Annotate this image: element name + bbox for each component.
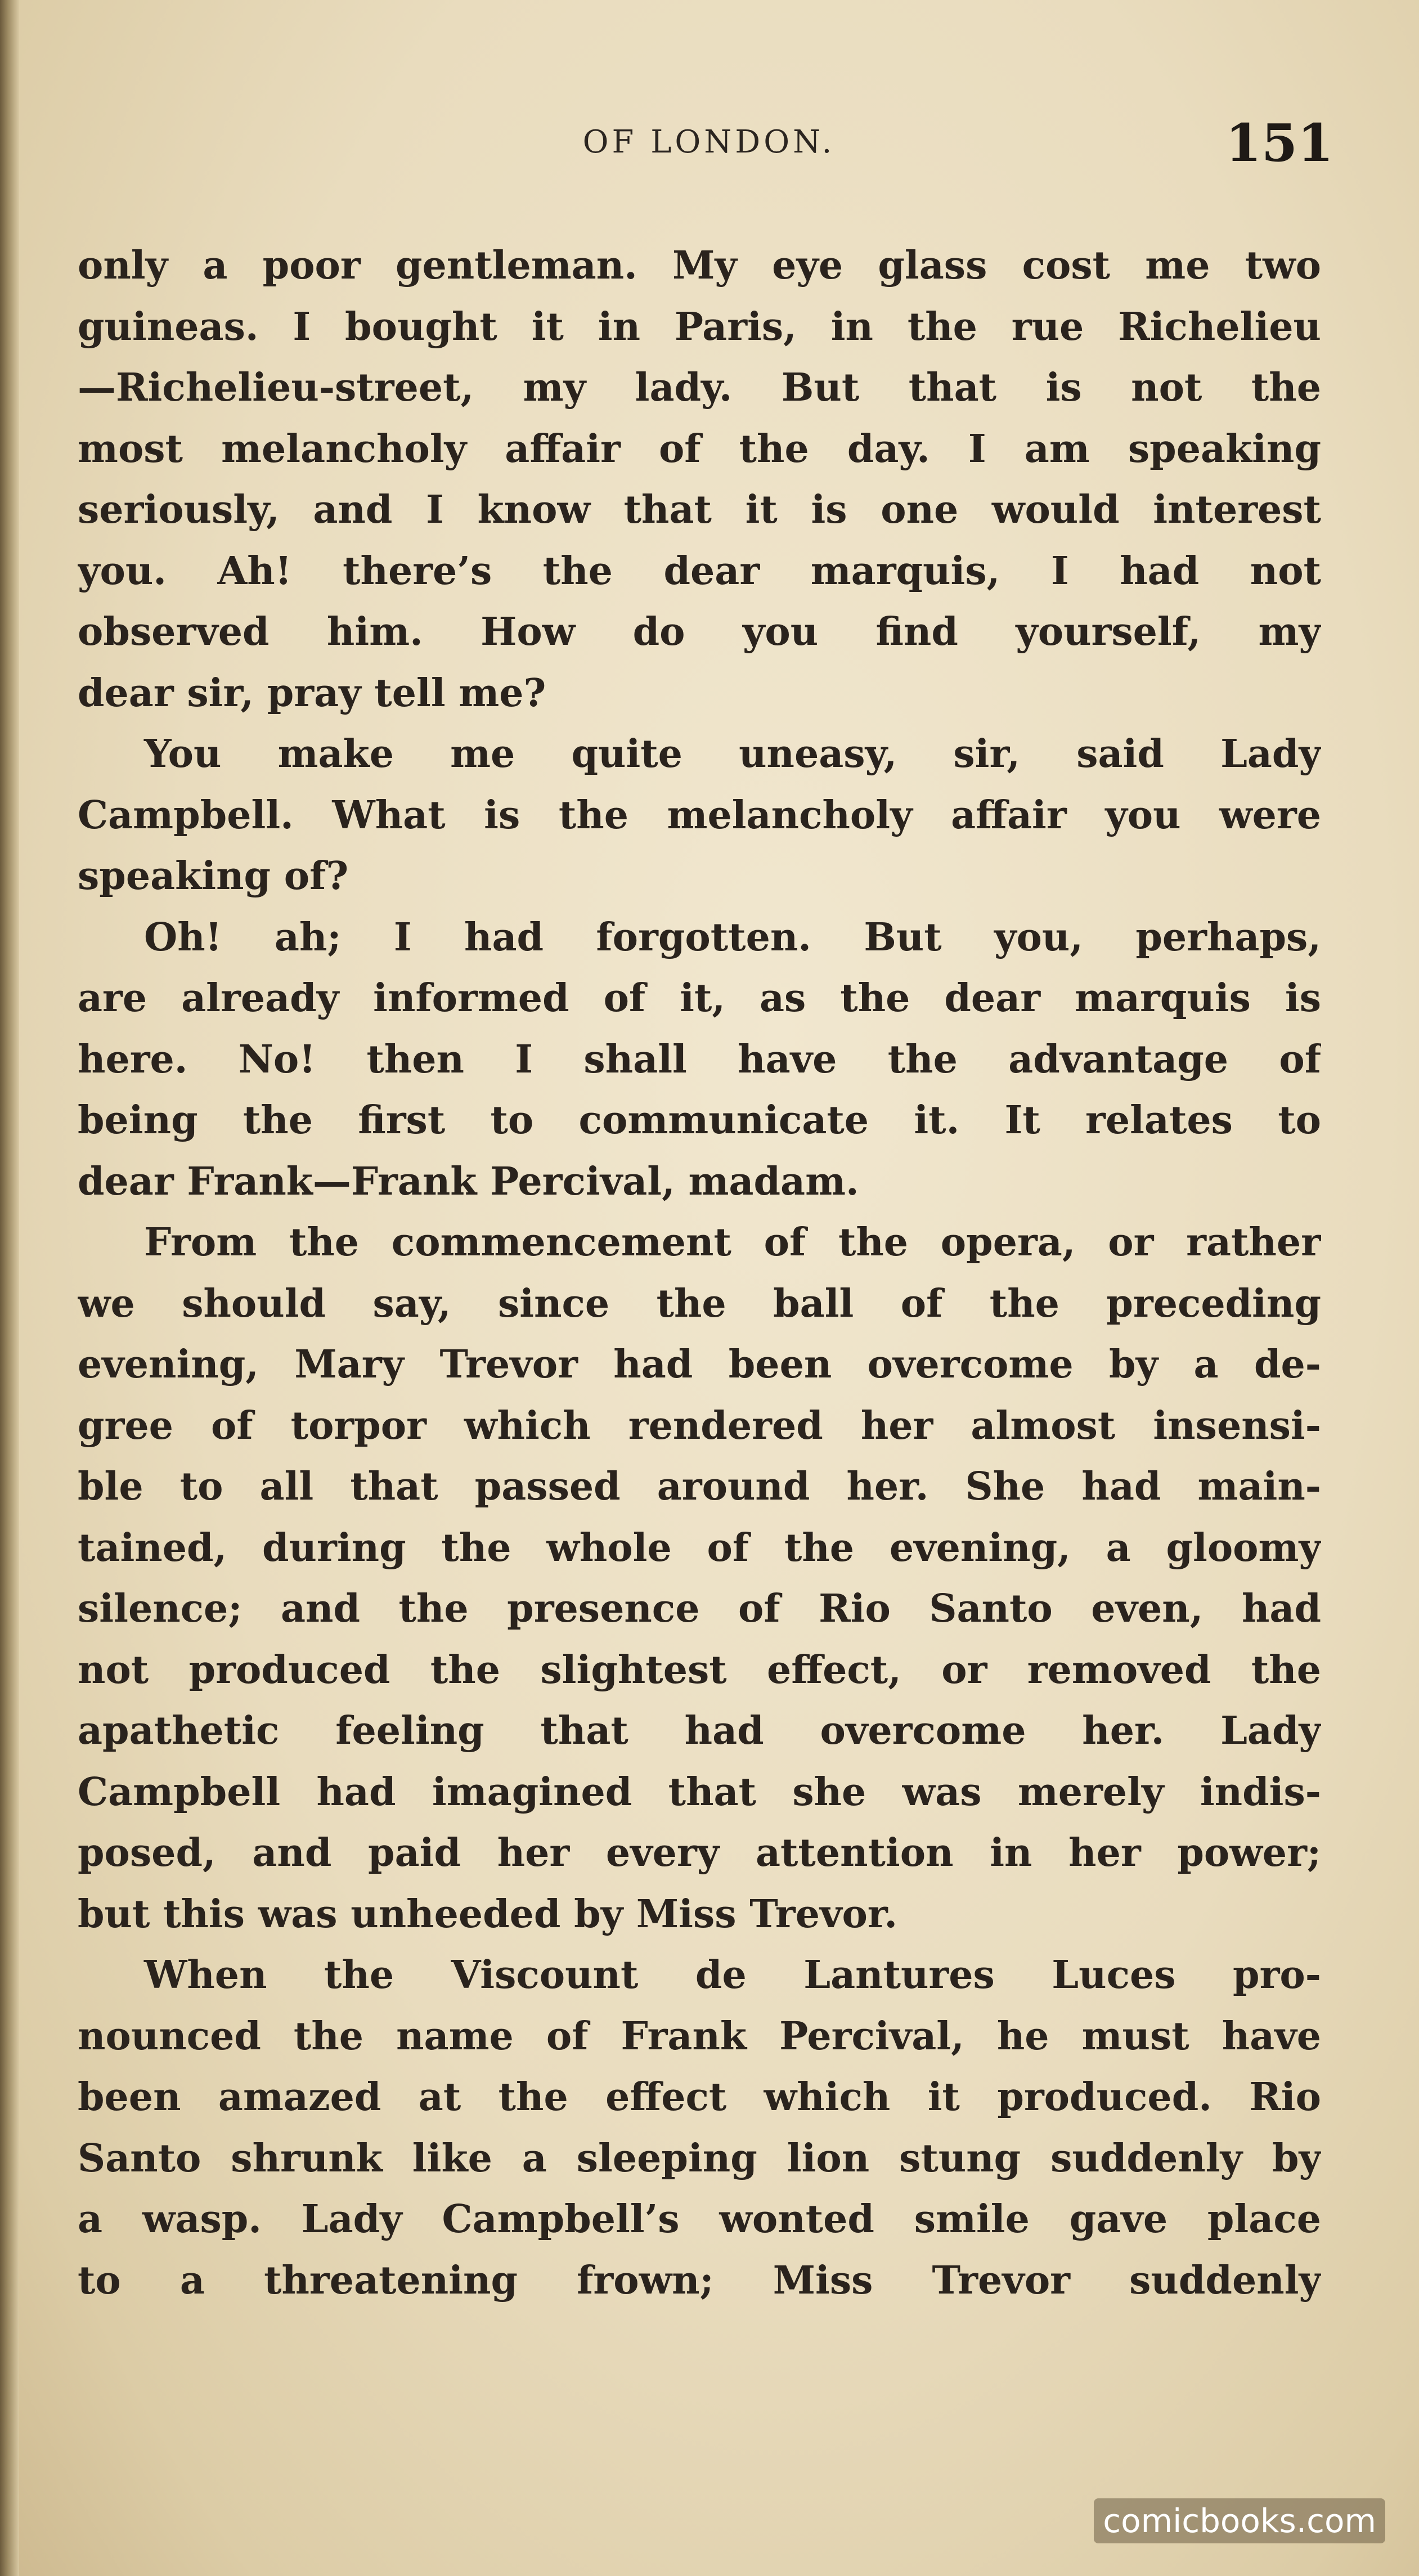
text-line: ble to all that passed around her. She had main- — [78, 1464, 1321, 1509]
text-line: not produced the slightest effect, or removed the — [78, 1647, 1321, 1693]
text-line: we should say, since the ball of the preceding — [78, 1281, 1321, 1326]
text-line: being the first to communicate it. It relates to — [78, 1098, 1321, 1143]
text-line: From the commencement of the opera, or rather — [144, 1220, 1321, 1265]
text-line: gree of torpor which rendered her almost insensi- — [78, 1403, 1321, 1448]
page-number: 151 — [1225, 113, 1333, 173]
text-line: dear sir, pray tell me? — [78, 670, 546, 716]
page-spine-edge — [0, 0, 19, 2576]
text-line: most melancholy affair of the day. I am speaking — [78, 426, 1321, 472]
text-line: apathetic feeling that had overcome her. Lady — [78, 1708, 1321, 1753]
text-line: you. Ah! there’s the dear marquis, I had not — [78, 548, 1321, 594]
text-line: to a threatening frown; Miss Trevor suddenly — [78, 2258, 1321, 2303]
text-line: been amazed at the effect which it produced. Rio — [78, 2075, 1321, 2120]
text-line: posed, and paid her every attention in her power; — [78, 1830, 1321, 1875]
text-line: speaking of? — [78, 854, 349, 899]
text-line: nounced the name of Frank Percival, he must have — [78, 2013, 1321, 2059]
text-line: When the Viscount de Lantures Luces pro- — [144, 1953, 1321, 1998]
text-line: tained, during the whole of the evening, a gloomy — [78, 1525, 1321, 1570]
watermark: comicbooks.com — [1094, 2498, 1385, 2543]
text-line: a wasp. Lady Campbell’s wonted smile gave place — [78, 2197, 1321, 2242]
text-line: Oh! ah; I had forgotten. But you, perhaps, — [144, 914, 1321, 960]
text-line: You make me quite uneasy, sir, said Lady — [144, 731, 1321, 777]
text-line: here. No! then I shall have the advantage of — [78, 1036, 1321, 1082]
text-line: silence; and the presence of Rio Santo even, had — [78, 1586, 1321, 1631]
text-line: Santo shrunk like a sleeping lion stung suddenly by — [78, 2135, 1321, 2181]
text-line: dear Frank—Frank Percival, madam. — [78, 1159, 859, 1204]
body-text — [78, 235, 1321, 2311]
text-line: evening, Mary Trevor had been overcome by a de- — [78, 1342, 1321, 1387]
running-head — [0, 113, 1419, 174]
text-line: Campbell had imagined that she was merely indis- — [78, 1769, 1321, 1815]
text-line: Campbell. What is the melancholy affair you were — [78, 792, 1321, 838]
text-line: observed him. How do you find yourself, my — [78, 609, 1321, 654]
text-line: are already informed of it, as the dear marquis is — [78, 976, 1321, 1021]
text-line: —Richelieu-street, my lady. But that is not the — [78, 365, 1321, 410]
running-head-title: OF LONDON. — [582, 124, 836, 160]
text-line: but this was unheeded by Miss Trevor. — [78, 1891, 898, 1937]
text-line: only a poor gentleman. My eye glass cost me two — [78, 243, 1321, 288]
text-line: seriously, and I know that it is one would interest — [78, 487, 1321, 532]
text-line: guineas. I bought it in Paris, in the rue Richelieu — [78, 304, 1321, 349]
